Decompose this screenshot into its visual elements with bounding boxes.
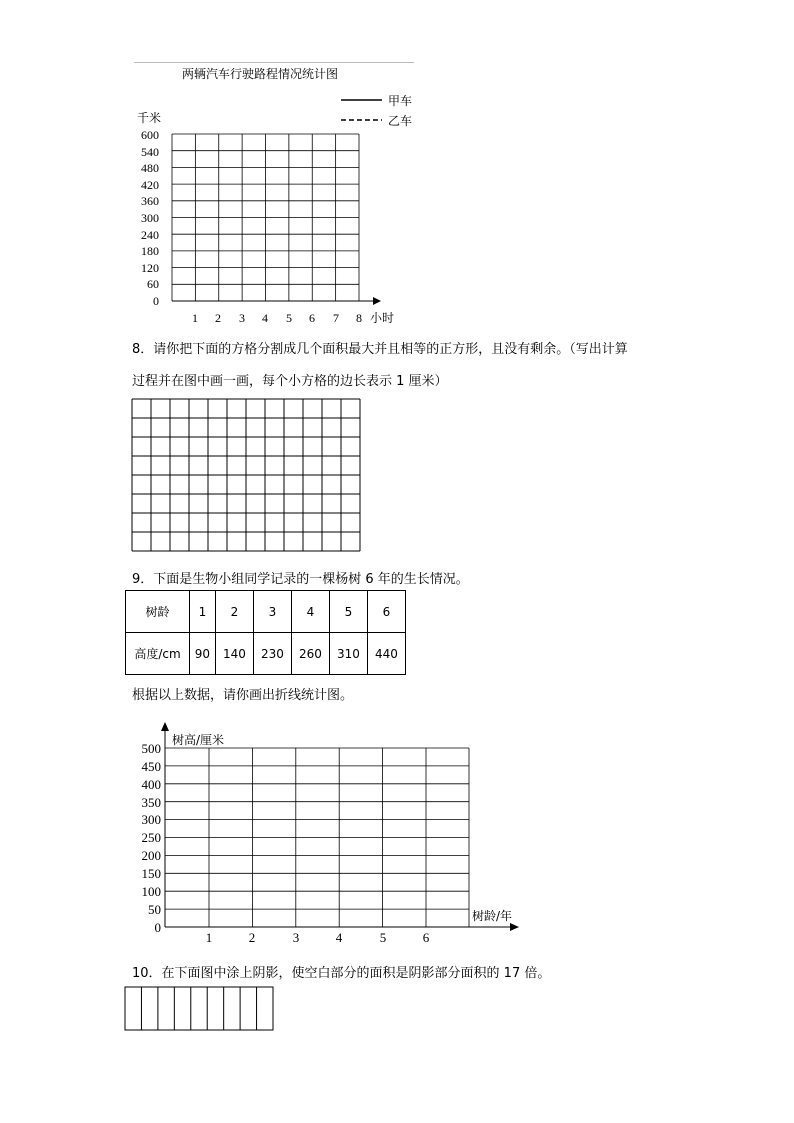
- y-tick: 420: [141, 178, 159, 192]
- table-cell: 260: [291, 633, 329, 675]
- q10-outline: [125, 987, 273, 1030]
- table-cell: 4: [291, 591, 329, 633]
- table-cell: 5: [329, 591, 367, 633]
- x-axis-unit: 小时: [370, 311, 395, 325]
- y-tick: 120: [141, 261, 159, 275]
- tree-chart-y-unit: 树高/厘米: [172, 733, 225, 747]
- distance-chart-grid: [172, 134, 381, 305]
- table-cell: 3: [253, 591, 291, 633]
- y-tick: 100: [141, 884, 161, 899]
- x-axis-arrow: [373, 297, 381, 305]
- q8-text-line1: 8．请你把下面的方格分割成几个面积最大并且相等的正方形，且没有剩余。（写出计算: [132, 342, 628, 357]
- table-header-height: 高度/cm: [126, 633, 190, 675]
- q8-grid-lines: [132, 399, 360, 551]
- x-tick: 2: [248, 930, 256, 945]
- table-row-age: [126, 591, 406, 633]
- x-tick: 7: [333, 311, 339, 325]
- table-row-height: [126, 633, 406, 675]
- x-tick: 2: [215, 311, 221, 325]
- x-tick: 1: [205, 930, 213, 945]
- q10-shading-grid: [124, 986, 276, 1032]
- q10-grid-lines: [125, 987, 273, 1030]
- q9-instruction: 根据以上数据，请你画出折线统计图。: [132, 688, 354, 703]
- x-tick: 5: [379, 930, 387, 945]
- y-axis-unit: 千米: [137, 111, 162, 125]
- y-axis-arrow: [161, 722, 169, 731]
- x-tick: 3: [239, 311, 245, 325]
- distance-chart: [0, 0, 794, 330]
- table-cell: 140: [215, 633, 253, 675]
- x-tick: 4: [262, 311, 268, 325]
- table-cell: 2: [215, 591, 253, 633]
- tree-chart-y-ticks: [142, 741, 162, 935]
- x-tick: 6: [422, 930, 430, 945]
- y-tick: 60: [147, 277, 159, 291]
- tree-chart-x-unit: 树龄/年: [472, 909, 513, 923]
- growth-table: [125, 590, 406, 675]
- table-cell: 230: [253, 633, 291, 675]
- y-tick: 300: [141, 211, 159, 225]
- y-tick: 600: [141, 128, 159, 142]
- y-tick: 180: [141, 244, 159, 258]
- x-tick: 4: [335, 930, 343, 945]
- x-tick: 1: [192, 311, 198, 325]
- y-tick: 200: [141, 848, 161, 863]
- legend-label-yi: 乙车: [388, 114, 413, 128]
- y-tick: 500: [141, 741, 161, 756]
- x-tick: 5: [286, 311, 292, 325]
- y-tick: 300: [141, 812, 161, 827]
- y-tick: 150: [141, 866, 161, 881]
- legend-label-jia: 甲车: [388, 94, 413, 108]
- x-tick: 8: [356, 311, 362, 325]
- table-cell: 440: [367, 633, 405, 675]
- distance-chart-title: 两辆汽车行驶路程情况统计图: [181, 67, 339, 81]
- tree-growth-grid: [161, 722, 519, 931]
- y-tick: 240: [141, 228, 159, 242]
- y-tick: 50: [148, 902, 161, 917]
- y-tick: 540: [141, 145, 159, 159]
- y-tick: 400: [141, 777, 161, 792]
- y-tick: 360: [141, 194, 159, 208]
- x-axis-arrow: [510, 923, 519, 931]
- y-tick: 0: [154, 920, 161, 935]
- y-tick: 350: [141, 795, 161, 810]
- y-tick: 480: [141, 161, 159, 175]
- table-cell: 6: [367, 591, 405, 633]
- tree-chart-x-ticks: [206, 930, 430, 945]
- y-tick: 0: [153, 294, 159, 308]
- q8-text-line2: 过程并在图中画一画，每个小方格的边长表示 1 厘米）: [132, 374, 448, 389]
- table-cell: 1: [190, 591, 216, 633]
- table-header-age: 树龄: [126, 591, 190, 633]
- q10-prompt: 10．在下面图中涂上阴影，使空白部分的面积是阴影部分面积的 17 倍。: [132, 966, 551, 981]
- q8-square-grid: [131, 398, 363, 554]
- y-tick: 250: [141, 830, 161, 845]
- distance-chart-x-ticks: [192, 311, 362, 325]
- distance-chart-y-ticks: [141, 128, 159, 308]
- y-tick: 450: [141, 759, 161, 774]
- table-cell: 90: [190, 633, 216, 675]
- x-tick: 6: [309, 311, 315, 325]
- tree-growth-chart: [0, 720, 794, 950]
- x-tick: 3: [292, 930, 300, 945]
- q9-prompt: 9．下面是生物小组同学记录的一棵杨树 6 年的生长情况。: [132, 572, 469, 587]
- table-cell: 310: [329, 633, 367, 675]
